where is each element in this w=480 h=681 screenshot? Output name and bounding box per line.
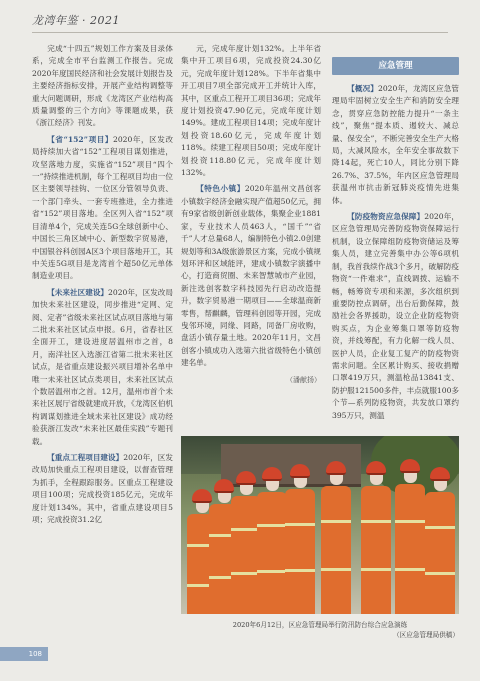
paragraph-investment: 元，完成年度计划132%。上半年省集中开工项目6项，完成投资24.30亿元，完成年度计划128%。下半年省集中开工项目7项全部完成开工并统计入库，其中，区重点工程开工项目36项；完成年度计划投资47.90亿元，完成年度计划149%。建成工程项目14项；完成年度计划投资18.60亿元，完成年度计划118%。续建工程项目50项；完成年度计划投资118.80亿元，完成年度计划132%。 — [181, 44, 321, 178]
author-credit: （潘献扬） — [286, 375, 321, 384]
paragraph-town-text: 2020年温州文昌创客小镇数字经济金融实现产值超50亿元，拥有9家省级创新创业载体，集聚企业1881家，专业技术人员463人，“国千”“省千”人才总量68人，编制特色小镇2.0创建规划等和3A级旅游景区方案，完成小镇规划环评和区域能评，建成小镇数字演播中心，打造商贸圈、未来智慧城市产业园，新注选创客数字科技园先行启动改造提升，数字贸易港一期项目——全球温商新零售，帮麒麟，管理科创园等开园，完成曳邻环境，同缘、同路，同备厂房收购，盘活小镇存量土地。2020年11月，文昌创客小镇成功入选第六批省级特色小镇创建名单。 — [181, 184, 321, 368]
paragraph-supplies-text: 2020年，区应急管理局完善防疫物资保障运行机制，设立保障组防疫物资储运及筹集人员，建立完善集中办公等6项机制，我首我续作战3个多月，破解防疫物资“一件难求”，直线调拨、运输不畅，畅筹资专项和来源，多次组织到重要防控点调研，出台后勤保障，鼓励社会各界援助，设立企业防疫物资购买点，为企业筹集口罩等防疫物资，并线筹配，有力化解一线人员、医护人员，企业复工复产的防疫物资需求问题。全区累计购买、接收捐赠口罩419万只，测温枪品13841支、防护服121500多件，丰点就服100多个节—系列防疫物资，共发放口罩约395万只，测温 — [332, 212, 460, 420]
section-tag-supplies: 【防疫物资应急保障】 — [347, 212, 425, 222]
section-tag-overview: 【概况】 — [347, 84, 379, 93]
paragraph-overview-text: 2020年，龙湾区应急管理局牢固树立安全生产和消防安全理念，贯穿应急防控能力提升“一条主线”，聚焦“提本质、遏较大、减总量、保安全”，不断完善安全生产大格局，大减风险水，全年安全事故数下降14起，死亡10人，同比分别下降26.7%、37.5%，年内区应急管理局获温州市抗击新冠肺炎疫情先进集体。 — [332, 84, 459, 205]
paragraph-key-projects — [32, 452, 173, 526]
firefighter-figure — [361, 461, 391, 614]
section-tag-town: 【特色小镇】 — [196, 184, 245, 194]
paragraph-key-projects-text: 2020年，区发改局加快重点工程项目建设，以督查管理为抓手，全程跟踪服务。区重点工程建设项目100项；完成投资185亿元，完成年度计划134%。其中，省重点建设项目5项；完成投资31.2亿 — [32, 453, 173, 525]
section-tag-future-community: 【未来社区建设】 — [47, 287, 109, 297]
section-tag-key-projects: 【重点工程项目建设】 — [47, 453, 124, 462]
paragraph-supplies — [332, 211, 459, 422]
column-left — [32, 43, 173, 530]
photo-credit: （区应急管理局供稿） — [393, 631, 459, 639]
firefighter-figure — [257, 467, 287, 614]
drill-photo — [181, 436, 459, 614]
column-middle — [181, 43, 321, 386]
paragraph-152-text: 2020年，区发改局持续加大省“152”工程项目谋划推进，攻坚落地力度，实施省“152”项目“四个一”持续推进机制，每个工程项目均由一位区主要领导挂钩、一位区分管领导负责、一个部门牵头、一套专班推进，全力推进省“152”项目落地。全区列入省“152”项目清单4个，完成关连5G全球创新中心、中国长三角区域中心、新型数字贸易港，中国银谷科创园A区3个项目落地开工，其中关连5G项目是龙湾首个超50亿元单体制造业项目。 — [32, 134, 173, 281]
paragraph-town — [181, 183, 321, 369]
firefighter-figure — [285, 464, 315, 614]
firefighter-figure — [321, 461, 351, 614]
firefighter-figure — [425, 467, 455, 614]
paragraph-overview — [332, 83, 459, 207]
paragraph-future-community-text: 2020年，区发改局加快未来社区建设，同步推进“定网、定阅、定者”省级未来社区试点项目落地与第二批未来社区试点申报。6月，省春社区全面开工，建设进度居温州市之首，8月，南洋社区入选浙江省第二批未来社区试点，是省重点建设振兴项目增补名单中唯一未来社区试点类项目，未来社区试点个数居温州市之首。12月，温州市首个未来社区展厅省级就建成开放，《龙湾区伯机构调谋划推进全域未来社区建设》成功经验获浙江发改“未来社区最佳实践”专题刊载。 — [32, 287, 174, 446]
column-right — [332, 43, 459, 426]
photo-caption: 2020年6月12日，区应急管理局举行防汛防台综合应急演练 — [232, 621, 408, 629]
firefighter-figure — [395, 459, 425, 614]
header-title: 龙湾年鉴 · 2021 — [32, 14, 120, 27]
photo-caption-block — [181, 620, 459, 640]
section-banner: 应急管理 — [332, 57, 459, 75]
paragraph-plan: 完成“十四五”规划工作方案及目录体系，完成全市平台监测工作报告。完成2020年度国民经济和社会发展计划报告及主要经济指标安排，开展产业结构调整等重大问题调研，形成《龙湾区产业结构高质量调整的三个方向》等课题成果，获《浙江经济》刊发。 — [32, 44, 173, 128]
page-number: 108 — [0, 647, 48, 661]
section-tag-152: 【省“152”项目】 — [47, 134, 113, 144]
running-header — [32, 8, 448, 33]
paragraph-152 — [32, 134, 173, 283]
paragraph-future-community — [32, 287, 173, 448]
